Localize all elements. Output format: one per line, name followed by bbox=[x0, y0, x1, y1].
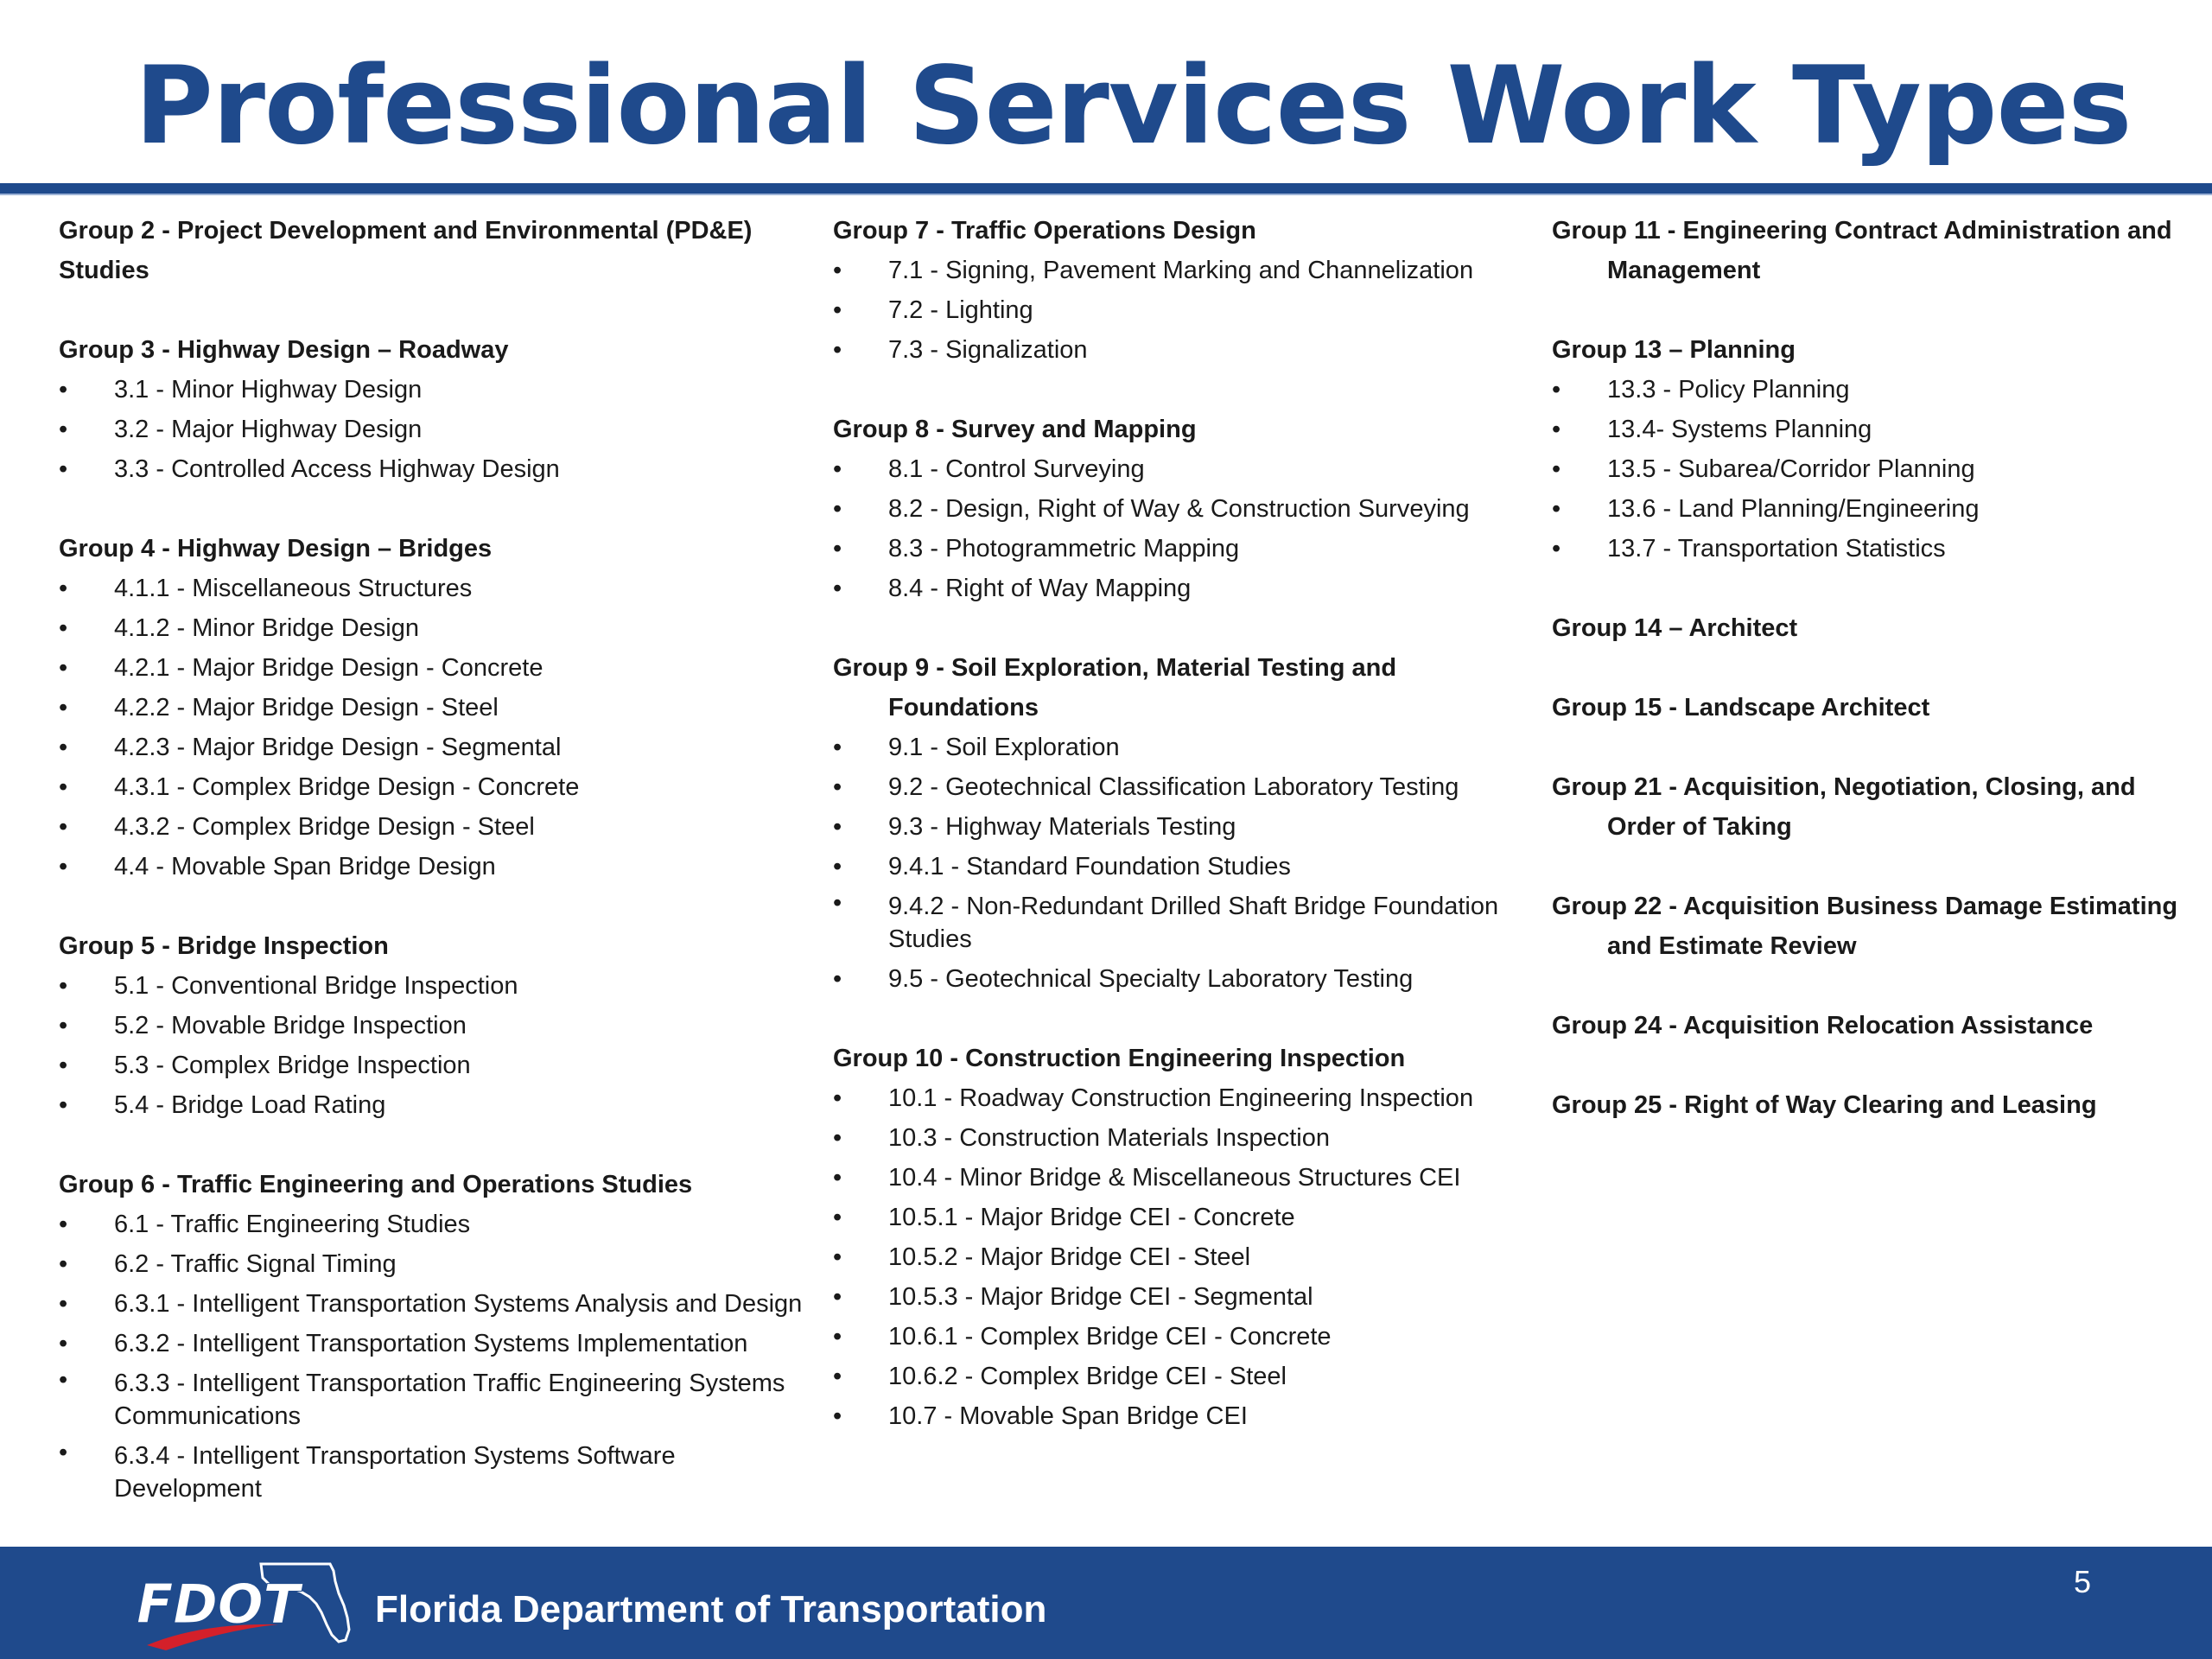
work-type-label: 13.7 - Transportation Statistics bbox=[1607, 535, 1946, 563]
column-middle bbox=[833, 211, 1541, 1476]
group-title: Group 6 - Traffic Engineering and Operations Studies bbox=[59, 1171, 693, 1198]
bullet-icon: • bbox=[59, 1439, 68, 1466]
work-type-item bbox=[833, 1198, 1541, 1237]
work-type-label: 10.3 - Construction Materials Inspection bbox=[888, 1124, 1330, 1152]
bullet-icon: • bbox=[1552, 455, 1561, 483]
group-title: Group 3 - Highway Design – Roadway bbox=[59, 336, 509, 364]
work-type-item bbox=[833, 1357, 1541, 1396]
work-type-item bbox=[1552, 449, 2209, 489]
work-group bbox=[59, 926, 819, 1125]
bullet-icon: • bbox=[59, 575, 68, 602]
work-type-label: 9.3 - Highway Materials Testing bbox=[888, 813, 1236, 841]
bullet-icon: • bbox=[59, 416, 68, 443]
slide-title: Professional Services Work Types bbox=[135, 44, 2132, 168]
work-type-item bbox=[59, 1284, 819, 1324]
group-title: Group 9 - Soil Exploration, Material Testing and Foundations bbox=[833, 654, 1397, 721]
work-type-label: 4.3.2 - Complex Bridge Design - Steel bbox=[114, 813, 535, 841]
work-group bbox=[833, 211, 1541, 370]
group-title: Group 24 - Acquisition Relocation Assistance bbox=[1552, 1012, 2094, 1039]
work-type-item bbox=[59, 688, 819, 728]
bullet-icon: • bbox=[833, 773, 842, 801]
logo-text: FDOT bbox=[137, 1573, 300, 1636]
work-type-item bbox=[1552, 410, 2209, 449]
work-type-label: 4.1.2 - Minor Bridge Design bbox=[114, 614, 419, 642]
work-type-item bbox=[59, 569, 819, 608]
bullet-icon: • bbox=[59, 1211, 68, 1238]
page-number: 5 bbox=[2073, 1564, 2092, 1599]
work-group bbox=[59, 330, 819, 489]
work-type-item bbox=[833, 489, 1541, 529]
work-type-label: 5.1 - Conventional Bridge Inspection bbox=[114, 972, 518, 1000]
work-type-label: 7.2 - Lighting bbox=[888, 296, 1033, 324]
work-type-label: 8.1 - Control Surveying bbox=[888, 455, 1145, 483]
title-divider bbox=[0, 183, 2212, 195]
work-type-label: 13.5 - Subarea/Corridor Planning bbox=[1607, 455, 1975, 483]
group-title: Group 5 - Bridge Inspection bbox=[59, 932, 389, 960]
work-type-list bbox=[1552, 370, 2209, 569]
work-group bbox=[1552, 1085, 2209, 1125]
bullet-icon: • bbox=[59, 614, 68, 642]
bullet-icon: • bbox=[59, 455, 68, 483]
work-type-label: 10.7 - Movable Span Bridge CEI bbox=[888, 1402, 1248, 1430]
bullet-icon: • bbox=[59, 853, 68, 880]
work-type-label: 9.4.2 - Non-Redundant Drilled Shaft Bridge Foundation Studies bbox=[888, 893, 1499, 953]
group-title: Group 22 - Acquisition Business Damage Estimating and Estimate Review bbox=[1552, 893, 2178, 960]
work-type-label: 4.3.1 - Complex Bridge Design - Concrete bbox=[114, 773, 580, 801]
work-type-item bbox=[833, 807, 1541, 847]
bullet-icon: • bbox=[833, 257, 842, 284]
work-type-item bbox=[833, 1317, 1541, 1357]
work-type-list bbox=[59, 370, 819, 489]
bullet-icon: • bbox=[833, 1124, 842, 1152]
bullet-icon: • bbox=[833, 575, 842, 602]
bullet-icon: • bbox=[59, 773, 68, 801]
bullet-icon: • bbox=[1552, 535, 1561, 563]
group-title: Group 14 – Architect bbox=[1552, 614, 1798, 642]
bullet-icon: • bbox=[833, 734, 842, 761]
work-type-item bbox=[833, 330, 1541, 370]
work-type-list bbox=[833, 1078, 1541, 1436]
work-type-label: 13.4- Systems Planning bbox=[1607, 416, 1872, 443]
work-type-item bbox=[59, 1006, 819, 1046]
bullet-icon: • bbox=[833, 965, 842, 993]
bullet-icon: • bbox=[833, 853, 842, 880]
work-type-label: 10.6.2 - Complex Bridge CEI - Steel bbox=[888, 1363, 1287, 1390]
work-type-item bbox=[833, 1277, 1541, 1317]
footer-organization: Florida Department of Transportation bbox=[375, 1588, 1047, 1630]
bullet-icon: • bbox=[833, 455, 842, 483]
group-title: Group 15 - Landscape Architect bbox=[1552, 694, 1930, 721]
work-type-item bbox=[833, 1118, 1541, 1158]
work-type-label: 6.3.1 - Intelligent Transportation Systems Analysis and Design bbox=[114, 1290, 803, 1318]
work-type-label: 10.4 - Minor Bridge & Miscellaneous Structures CEI bbox=[888, 1164, 1461, 1192]
bullet-icon: • bbox=[59, 1366, 68, 1394]
bullet-icon: • bbox=[59, 376, 68, 404]
work-type-label: 5.2 - Movable Bridge Inspection bbox=[114, 1012, 467, 1039]
work-type-item bbox=[833, 1237, 1541, 1277]
work-type-item bbox=[59, 449, 819, 489]
work-type-item bbox=[59, 1244, 819, 1284]
work-type-label: 7.3 - Signalization bbox=[888, 336, 1088, 364]
work-type-label: 10.5.3 - Major Bridge CEI - Segmental bbox=[888, 1283, 1313, 1311]
work-type-item bbox=[833, 887, 1541, 959]
bullet-icon: • bbox=[833, 889, 842, 917]
bullet-icon: • bbox=[833, 1164, 842, 1192]
work-type-list bbox=[59, 1205, 819, 1509]
work-type-list bbox=[59, 569, 819, 887]
bullet-icon: • bbox=[59, 1250, 68, 1278]
work-type-item bbox=[833, 1396, 1541, 1436]
work-type-item bbox=[59, 966, 819, 1006]
bullet-icon: • bbox=[1552, 416, 1561, 443]
bullet-icon: • bbox=[59, 734, 68, 761]
work-type-item bbox=[59, 1324, 819, 1363]
work-type-label: 13.3 - Policy Planning bbox=[1607, 376, 1850, 404]
column-left bbox=[59, 211, 819, 1548]
work-type-item bbox=[833, 569, 1541, 608]
work-type-item bbox=[59, 370, 819, 410]
work-type-item bbox=[59, 807, 819, 847]
bullet-icon: • bbox=[59, 1012, 68, 1039]
fdot-logo bbox=[131, 1555, 356, 1652]
bullet-icon: • bbox=[59, 1290, 68, 1318]
bullet-icon: • bbox=[833, 495, 842, 523]
work-type-item bbox=[833, 1158, 1541, 1198]
work-group bbox=[833, 410, 1541, 608]
bullet-icon: • bbox=[1552, 376, 1561, 404]
work-group bbox=[833, 648, 1541, 999]
bullet-icon: • bbox=[833, 1323, 842, 1351]
bullet-icon: • bbox=[59, 654, 68, 682]
bullet-icon: • bbox=[59, 972, 68, 1000]
work-type-label: 8.4 - Right of Way Mapping bbox=[888, 575, 1192, 602]
group-title: Group 7 - Traffic Operations Design bbox=[833, 217, 1256, 245]
bullet-icon: • bbox=[833, 296, 842, 324]
column-right bbox=[1552, 211, 2209, 1165]
work-group bbox=[1552, 688, 2209, 728]
work-group bbox=[1552, 1006, 2209, 1046]
work-type-item bbox=[59, 1363, 819, 1436]
work-type-label: 7.1 - Signing, Pavement Marking and Channelization bbox=[888, 257, 1474, 284]
group-title: Group 10 - Construction Engineering Inspection bbox=[833, 1045, 1406, 1072]
work-type-label: 8.3 - Photogrammetric Mapping bbox=[888, 535, 1240, 563]
bullet-icon: • bbox=[833, 1283, 842, 1311]
work-group bbox=[1552, 767, 2209, 847]
work-type-item bbox=[833, 767, 1541, 807]
work-group bbox=[59, 529, 819, 887]
work-type-label: 10.5.2 - Major Bridge CEI - Steel bbox=[888, 1243, 1251, 1271]
bullet-icon: • bbox=[59, 694, 68, 721]
work-type-item bbox=[59, 728, 819, 767]
work-type-label: 6.3.4 - Intelligent Transportation Systems Software Development bbox=[114, 1442, 676, 1503]
work-group bbox=[1552, 608, 2209, 648]
group-title: Group 25 - Right of Way Clearing and Leasing bbox=[1552, 1091, 2097, 1119]
work-type-label: 5.4 - Bridge Load Rating bbox=[114, 1091, 386, 1119]
work-type-label: 4.2.2 - Major Bridge Design - Steel bbox=[114, 694, 499, 721]
bullet-icon: • bbox=[833, 1084, 842, 1112]
work-type-label: 6.3.2 - Intelligent Transportation Systems Implementation bbox=[114, 1330, 748, 1357]
bullet-icon: • bbox=[833, 1363, 842, 1390]
work-group bbox=[1552, 211, 2209, 290]
work-type-item bbox=[833, 847, 1541, 887]
bullet-icon: • bbox=[59, 1091, 68, 1119]
work-type-label: 6.1 - Traffic Engineering Studies bbox=[114, 1211, 471, 1238]
work-type-item bbox=[59, 410, 819, 449]
bullet-icon: • bbox=[1552, 495, 1561, 523]
work-type-label: 4.2.3 - Major Bridge Design - Segmental bbox=[114, 734, 562, 761]
work-type-item bbox=[59, 767, 819, 807]
work-group bbox=[59, 1165, 819, 1509]
work-type-item bbox=[59, 608, 819, 648]
work-type-label: 6.2 - Traffic Signal Timing bbox=[114, 1250, 397, 1278]
work-type-label: 3.3 - Controlled Access Highway Design bbox=[114, 455, 560, 483]
work-type-label: 13.6 - Land Planning/Engineering bbox=[1607, 495, 1980, 523]
bullet-icon: • bbox=[833, 813, 842, 841]
work-type-item bbox=[1552, 489, 2209, 529]
work-type-item bbox=[833, 251, 1541, 290]
work-group bbox=[1552, 330, 2209, 569]
work-type-label: 9.5 - Geotechnical Specialty Laboratory Testing bbox=[888, 965, 1414, 993]
group-title: Group 13 – Planning bbox=[1552, 336, 1796, 364]
work-type-item bbox=[59, 648, 819, 688]
bullet-icon: • bbox=[833, 535, 842, 563]
group-title: Group 2 - Project Development and Environmental (PD&E) Studies bbox=[59, 217, 753, 284]
work-type-item bbox=[1552, 529, 2209, 569]
work-type-item bbox=[59, 1046, 819, 1085]
bullet-icon: • bbox=[833, 1243, 842, 1271]
work-type-item bbox=[59, 1436, 819, 1509]
work-type-label: 10.6.1 - Complex Bridge CEI - Concrete bbox=[888, 1323, 1332, 1351]
work-type-label: 4.2.1 - Major Bridge Design - Concrete bbox=[114, 654, 543, 682]
work-type-label: 5.3 - Complex Bridge Inspection bbox=[114, 1052, 471, 1079]
work-type-item bbox=[833, 1078, 1541, 1118]
group-title: Group 8 - Survey and Mapping bbox=[833, 416, 1197, 443]
work-group bbox=[1552, 887, 2209, 966]
work-type-list bbox=[833, 728, 1541, 999]
work-type-label: 6.3.3 - Intelligent Transportation Traffic Engineering Systems Communications bbox=[114, 1370, 785, 1430]
work-group bbox=[833, 1039, 1541, 1436]
work-type-label: 10.1 - Roadway Construction Engineering Inspection bbox=[888, 1084, 1474, 1112]
bullet-icon: • bbox=[59, 813, 68, 841]
work-type-label: 3.1 - Minor Highway Design bbox=[114, 376, 423, 404]
work-type-label: 3.2 - Major Highway Design bbox=[114, 416, 423, 443]
work-group bbox=[59, 211, 819, 290]
work-type-label: 9.4.1 - Standard Foundation Studies bbox=[888, 853, 1291, 880]
bullet-icon: • bbox=[833, 336, 842, 364]
work-type-label: 10.5.1 - Major Bridge CEI - Concrete bbox=[888, 1204, 1295, 1231]
work-type-label: 8.2 - Design, Right of Way & Construction Surveying bbox=[888, 495, 1470, 523]
work-type-label: 4.1.1 - Miscellaneous Structures bbox=[114, 575, 473, 602]
group-title: Group 4 - Highway Design – Bridges bbox=[59, 535, 493, 563]
work-type-item bbox=[59, 1085, 819, 1125]
bullet-icon: • bbox=[833, 1204, 842, 1231]
work-type-list bbox=[833, 251, 1541, 370]
work-type-item bbox=[833, 449, 1541, 489]
work-type-list bbox=[833, 449, 1541, 608]
work-type-item bbox=[1552, 370, 2209, 410]
work-type-item bbox=[833, 959, 1541, 999]
work-type-item bbox=[833, 290, 1541, 330]
bullet-icon: • bbox=[833, 1402, 842, 1430]
work-type-item bbox=[59, 847, 819, 887]
bullet-icon: • bbox=[59, 1052, 68, 1079]
bullet-icon: • bbox=[59, 1330, 68, 1357]
work-type-label: 9.2 - Geotechnical Classification Laboratory Testing bbox=[888, 773, 1459, 801]
work-type-item bbox=[833, 728, 1541, 767]
work-type-item bbox=[59, 1205, 819, 1244]
work-type-label: 4.4 - Movable Span Bridge Design bbox=[114, 853, 496, 880]
group-title: Group 11 - Engineering Contract Administration and Management bbox=[1552, 217, 2172, 284]
work-type-list bbox=[59, 966, 819, 1125]
group-title: Group 21 - Acquisition, Negotiation, Closing, and Order of Taking bbox=[1552, 773, 2136, 841]
work-type-label: 9.1 - Soil Exploration bbox=[888, 734, 1120, 761]
work-type-item bbox=[833, 529, 1541, 569]
